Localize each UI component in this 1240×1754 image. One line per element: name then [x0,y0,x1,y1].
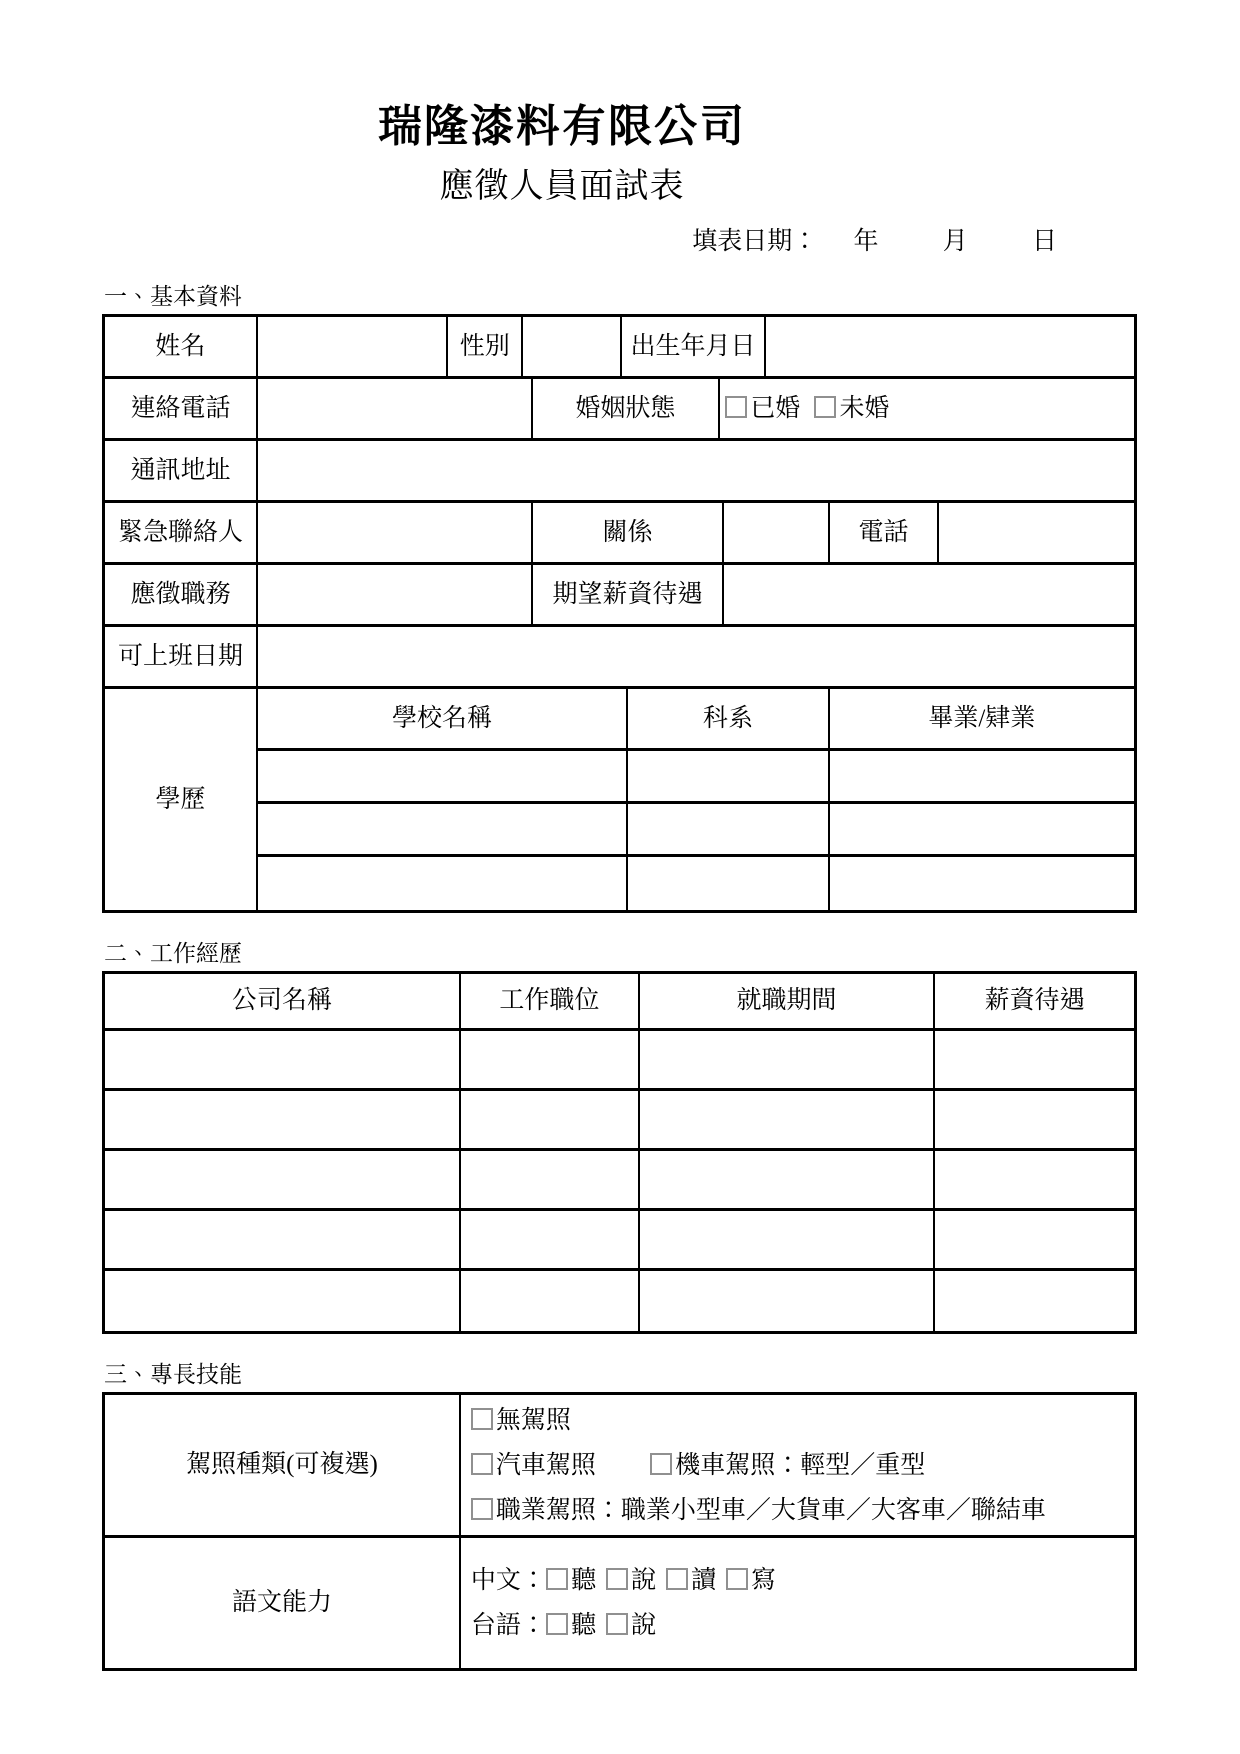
school-name-input-cell[interactable] [258,751,628,801]
relation-label: 關係 [533,503,725,562]
employment-period-input-cell[interactable] [640,1271,935,1331]
school-name-column-header: 學校名稱 [258,689,628,748]
company-name-input-cell[interactable] [105,1151,461,1208]
available-date-input-cell[interactable] [258,627,1134,686]
no-license-label: 無駕照 [495,1406,571,1434]
employment-period-input-cell[interactable] [640,1091,935,1148]
taiwanese-speak-label: 說 [630,1612,656,1639]
emergency-phone-input-cell[interactable] [939,503,1134,562]
fill-date-label: 填表日期： [692,228,818,255]
employment-period-input-cell[interactable] [640,1031,935,1088]
chinese-read-label: 讀 [690,1567,716,1594]
married-label: 已婚 [750,394,801,422]
company-name-input-cell[interactable] [105,1211,461,1268]
car-license-label: 汽車駕照 [495,1451,596,1479]
department-input-cell[interactable] [628,751,830,801]
married-checkbox[interactable] [725,396,747,418]
emergency-contact-label: 緊急聯絡人 [105,503,258,562]
driver-license-options-cell [461,1395,1134,1535]
chinese-listen-label: 聽 [570,1567,596,1594]
work-empty-row [105,1031,1134,1091]
education-label: 學歷 [105,689,258,910]
expected-salary-label: 期望薪資待遇 [533,565,725,624]
chinese-speak-checkbox[interactable] [606,1568,628,1590]
taiwanese-listen-label: 聽 [570,1612,596,1639]
fill-date-year-unit: 年 [853,228,879,255]
company-name-title: 瑞隆漆料有限公司 [378,102,746,151]
graduation-input-cell[interactable] [830,751,1134,801]
education-subtable [258,689,1134,910]
salary-column-header: 薪資待遇 [984,987,1085,1014]
driver-license-label: 駕照種類(可複選) [105,1395,461,1535]
language-ability-row [105,1538,1134,1668]
section-heading-skills: 三、專長技能 [104,1362,242,1387]
single-label: 未婚 [839,394,890,422]
address-input-cell[interactable] [258,441,1134,500]
job-title-column-header: 工作職位 [461,974,640,1028]
gender-input-cell[interactable] [523,317,621,376]
company-name-input-cell[interactable] [105,1271,461,1331]
name-input-cell[interactable] [258,317,448,376]
school-name-input-cell[interactable] [258,804,628,854]
chinese-listen-option [546,1567,596,1594]
available-date-label: 可上班日期 [105,627,258,686]
chinese-read-checkbox[interactable] [666,1568,688,1590]
table-row [105,317,1134,379]
table-row [105,503,1134,565]
driver-license-row [105,1395,1134,1538]
marital-options-cell [720,379,1134,438]
motorcycle-license-option [650,1452,925,1479]
fill-date-month-unit: 月 [942,228,968,255]
employment-period-column-header: 就職期間 [640,974,935,1028]
salary-input-cell[interactable] [935,1211,1134,1268]
education-block [105,689,1134,910]
chinese-speak-label: 說 [630,1567,656,1594]
company-name-input-cell[interactable] [105,1091,461,1148]
education-empty-row [258,804,1134,857]
job-title-input-cell[interactable] [461,1091,640,1148]
applied-position-label: 應徵職務 [105,565,258,624]
taiwanese-language-line [471,1603,666,1648]
gender-label: 性別 [448,317,524,376]
chinese-write-label: 寫 [750,1567,776,1594]
school-name-input-cell[interactable] [258,857,628,910]
marital-option-single [814,393,889,425]
marital-option-married [725,393,800,425]
motorcycle-license-label: 機車駕照：輕型／重型 [675,1451,926,1479]
relation-input-cell[interactable] [724,503,829,562]
professional-license-checkbox[interactable] [471,1498,493,1520]
applied-position-input-cell[interactable] [258,565,532,624]
basic-info-table [102,314,1137,913]
education-empty-row [258,857,1134,910]
company-name-input-cell[interactable] [105,1031,461,1088]
no-license-checkbox[interactable] [471,1408,493,1430]
company-name-column-header: 公司名稱 [105,974,461,1028]
license-option-car-motorcycle [471,1443,925,1488]
skills-table [102,1392,1137,1671]
chinese-read-option [666,1567,716,1594]
chinese-write-option [726,1567,776,1594]
taiwanese-prefix-label: 台語： [470,1612,546,1639]
table-row [105,565,1134,627]
taiwanese-speak-option [606,1612,656,1639]
department-input-cell[interactable] [628,804,830,854]
department-input-cell[interactable] [628,857,830,910]
salary-input-cell[interactable] [935,1271,1134,1331]
job-title-input-cell[interactable] [461,1271,640,1331]
chinese-prefix-label: 中文： [470,1567,546,1594]
motorcycle-license-checkbox[interactable] [650,1453,672,1475]
job-title-input-cell[interactable] [461,1031,640,1088]
language-ability-label: 語文能力 [105,1538,461,1668]
education-header-row [258,689,1134,751]
table-row [105,379,1134,441]
graduation-input-cell[interactable] [830,804,1134,854]
salary-input-cell[interactable] [935,1091,1134,1148]
chinese-language-line [471,1558,786,1603]
chinese-write-checkbox[interactable] [726,1568,748,1590]
job-title-input-cell[interactable] [461,1151,640,1208]
birth-date-label: 出生年月日 [622,317,766,376]
work-experience-table [102,971,1137,1334]
emergency-phone-label: 電話 [830,503,939,562]
chinese-speak-option [606,1567,656,1594]
employment-period-input-cell[interactable] [640,1151,935,1208]
contact-phone-label: 連絡電話 [105,379,258,438]
form-title: 應徵人員面試表 [439,168,685,205]
work-empty-row [105,1091,1134,1151]
marital-status-label: 婚姻狀態 [533,379,721,438]
salary-input-cell[interactable] [935,1031,1134,1088]
employment-period-input-cell[interactable] [640,1211,935,1268]
license-option-none [471,1398,571,1443]
professional-license-label: 職業駕照：職業小型車／大貨車／大客車／聯結車 [495,1496,1046,1524]
work-header-row [105,974,1134,1031]
graduation-input-cell[interactable] [830,857,1134,910]
title-area [102,0,1022,210]
single-checkbox[interactable] [814,396,836,418]
taiwanese-listen-option [546,1612,596,1639]
table-row [105,441,1134,503]
section-heading-work-experience: 二、工作經歷 [104,941,242,966]
section-heading-basic-info: 一、基本資料 [104,284,242,309]
salary-input-cell[interactable] [935,1151,1134,1208]
emergency-contact-input-cell[interactable] [258,503,532,562]
department-column-header: 科系 [628,689,830,748]
table-row [105,627,1134,689]
fill-date-day-unit: 日 [1031,228,1057,255]
education-empty-row [258,751,1134,804]
taiwanese-speak-checkbox[interactable] [606,1613,628,1635]
job-title-input-cell[interactable] [461,1211,640,1268]
work-empty-row [105,1211,1134,1271]
license-option-professional [471,1488,1046,1533]
taiwanese-listen-checkbox[interactable] [546,1613,568,1635]
work-empty-row [105,1271,1134,1331]
page-content [102,0,1137,1671]
fill-date-line [102,226,1137,258]
language-options-cell [461,1538,1134,1668]
expected-salary-input-cell[interactable] [724,565,1134,624]
chinese-listen-checkbox[interactable] [546,1568,568,1590]
contact-phone-input-cell[interactable] [258,379,532,438]
graduation-column-header: 畢業/肄業 [928,704,1036,732]
birth-date-input-cell[interactable] [766,317,1134,376]
address-label: 通訊地址 [105,441,258,500]
work-empty-row [105,1151,1134,1211]
name-label: 姓名 [105,317,258,376]
car-license-checkbox[interactable] [471,1453,493,1475]
